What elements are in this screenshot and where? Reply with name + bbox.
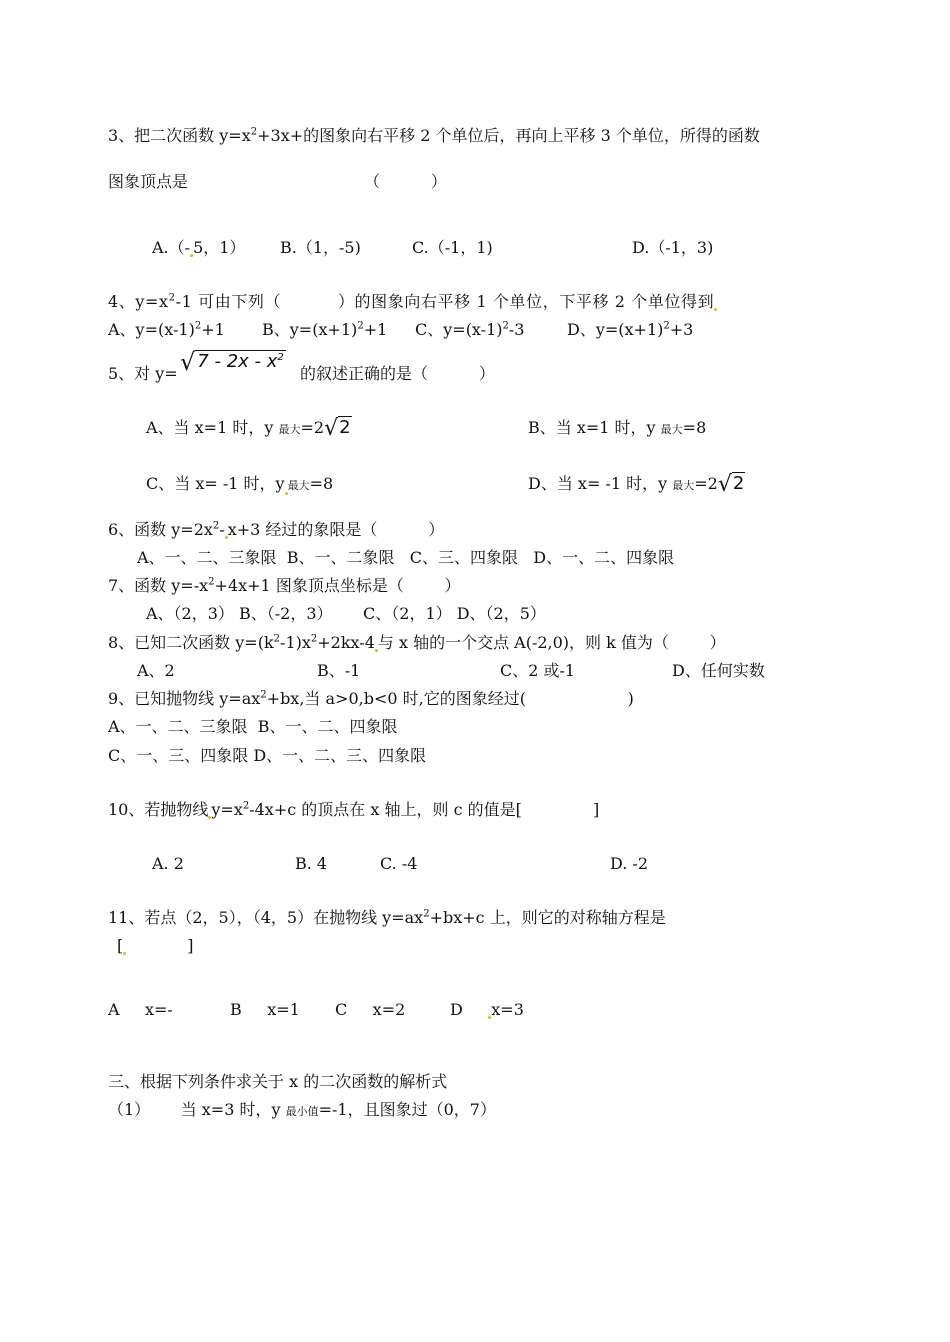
- q10-option-b: B. 4: [295, 854, 328, 873]
- q5-option-a: A、当 x=1 时，y 最大=2√2: [146, 416, 351, 441]
- section3-item1: （1） 当 x=3 时，y 最小值=-1，且图象过（0，7）: [108, 1100, 496, 1119]
- q6-options: A、一、二、三象限 B、一、二象限 C、三、四象限 D、一、二、四象限: [137, 548, 675, 567]
- q8-option-a: A、2: [137, 661, 175, 680]
- q8-option-d: D、任何实数: [672, 661, 765, 680]
- q9-stem: 9、已知抛物线 $y=ax^2+bx$,当 a>0,b<0 时,它的图象经过( ): [108, 689, 634, 708]
- q5-option-d: D、当 x= -1 时，y 最大=2√2: [528, 472, 745, 497]
- q4-option-b: B、$y=(x+1)^2+1$: [262, 320, 388, 339]
- q4-stem: 4、$y=x^2-1$ 可由下列（ ）的图象向右平移 1 个单位，下平移 2 个单位得到: [108, 292, 717, 312]
- q3-option-b: B.（1，-5): [280, 238, 361, 257]
- q9-options-line2: C、一、三、四象限 D、一、二、三、四象限: [108, 746, 427, 765]
- q9-options-line1: A、一、二、三象限 B、一、二、四象限: [108, 717, 398, 736]
- section3-title: 三、根据下列条件求关于 x 的二次函数的解析式: [108, 1072, 448, 1091]
- q10-stem: 10、若抛物线 $y=x^2-4x+c$ 的顶点在 x 轴上，则 c 的值是[ ]: [108, 800, 600, 819]
- q5-option-c: C、当 x= -1 时，y 最大=8: [146, 474, 334, 493]
- q5-radical: √ $7 - 2x - x^2$: [180, 348, 284, 376]
- q8-option-b: B、-1: [317, 661, 361, 680]
- q7-stem: 7、函数 $y=-x^2+4x+1$ 图象顶点坐标是（ ）: [108, 576, 461, 595]
- q3-answer-bracket: （ ）: [364, 172, 447, 191]
- q11-option-c: C x=2: [335, 1000, 406, 1019]
- q5-stem-prefix: 5、对 y=: [108, 364, 178, 383]
- q11-option-b: B x=1: [230, 1000, 300, 1019]
- q11-stem: 11、若点（2，5），（4，5）在抛物线 $y=ax^2+bx+c$ 上，则它的对称轴方程是: [108, 908, 666, 927]
- q10-option-a: A. 2: [152, 854, 184, 873]
- q3-option-c: C.（-1，1): [412, 238, 493, 257]
- q8-stem: 8、已知二次函数 $y=(k^2-1)x^2+2kx-4$ 与 x 轴的一个交点 A(-2,0)，则 k 值为（ ）: [108, 633, 726, 652]
- q5-stem-suffix: 的叙述正确的是（ ）: [300, 364, 495, 383]
- q11-option-d: D x=3: [450, 1000, 524, 1019]
- q4-option-c: C、$y=(x-1)^2-3$: [415, 320, 525, 339]
- q11-option-a: A x=-: [108, 1000, 173, 1019]
- q3-option-d: D.（-1，3): [632, 238, 714, 257]
- q5-option-b: B、当 x=1 时，y 最大=8: [528, 418, 707, 437]
- q3-stem-line2: 图象顶点是: [108, 172, 189, 191]
- q7-options: A、（2，3） B、（-2，3） C、（2，1） D、（2，5）: [146, 604, 546, 623]
- q6-stem: 6、函数 $y=2x^2-$ x+3 经过的象限是（ ）: [108, 520, 445, 539]
- q11-answer-bracket: [ ]: [117, 936, 194, 955]
- q8-option-c: C、2 或-1: [500, 661, 576, 680]
- q4-option-d: D、$y=(x+1)^2+3$: [567, 320, 694, 339]
- sqrt-icon: √: [180, 348, 196, 376]
- q3-option-a: A.（- 5，1）: [152, 238, 246, 257]
- q4-option-a: A、$y=(x-1)^2+1$: [108, 320, 225, 339]
- q10-option-d: D. -2: [610, 854, 649, 873]
- q3-stem-line1: 3、把二次函数 $y=x^2+3x+$的图象向右平移 2 个单位后，再向上平移 3 个单位，所得的函数: [108, 126, 760, 145]
- q10-option-c: C. -4: [380, 854, 418, 873]
